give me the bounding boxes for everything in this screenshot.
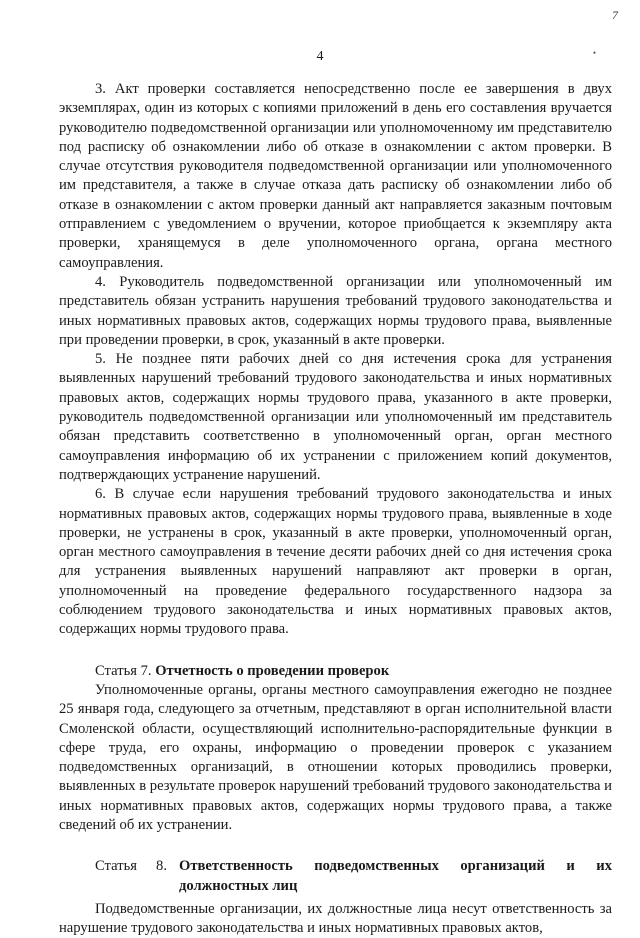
- article-7-title: Отчетность о проведении проверок: [155, 662, 390, 679]
- paragraph-5: 5. Не позднее пяти рабочих дней со дня истечения срока для устранения выявленных нарушений требований трудового законодательства и иных нормативных правовых актов, содержащих нормы трудового права, указанного в акте проверки, руководитель подведомственной организации или уполномоченный им представитель обязан представить соответственно в уполномоченный орган, орган местного самоуправления информацию об их устранении с приложением копий документов, подтверждающих устранение нарушений.: [59, 351, 612, 483]
- article-8-prefix: [59, 857, 179, 896]
- article-7-text: Уполномоченные органы, органы местного самоуправления ежегодно не позднее 25 января года, следующего за отчетным, представляют в орган исполнительной власти Смоленской области, осуществляющий исполнительно-распорядительные функции в сфере труда, его охраны, информацию о проведении проверок с указанием подведомственных организаций, в отношении которых проводились проверки, выявленных в результате проверок нарушений требований трудового законодательства и иных нормативных правовых актов, содержащих нормы трудового права, а также сведений об их устранении.: [59, 681, 612, 833]
- document-body: [59, 80, 612, 938]
- article-8-text: Подведомственные организации, их должностные лица несут ответственность за нарушение трудового законодательства и иных нормативных правовых актов,: [59, 900, 612, 937]
- article-7-prefix: Статья 7.: [95, 662, 152, 679]
- article-7-heading: [59, 662, 612, 681]
- article-8-word: Статья: [95, 858, 137, 875]
- article-8-title: Ответственность подведомственных организаций и их должностных лиц: [179, 858, 612, 894]
- paragraph-3: 3. Акт проверки составляется непосредственно после ее завершения в двух экземплярах, один из которых с копиями приложений в день его составления вручается руководителю подведомственной организации или уполномоченному им представителю под расписку об ознакомлении либо об отказе в ознакомлении с актом проверки. В случае отсутствия руководителя подведомственной организации или уполномоченного им представителя, а также в случае отказа дать расписку об ознакомлении либо об отказе в ознакомлении с актом проверки данный акт направляется заказным почтовым отправлением с уведомлением о вручении, которое приобщается к экземпляру акта проверки, хранящемуся в деле уполномоченного органа, органа местного самоуправления.: [59, 81, 612, 271]
- article-8-number: 8.: [156, 858, 167, 875]
- handwritten-page-mark: 7: [612, 8, 618, 22]
- paragraph-4: 4. Руководитель подведомственной организации или уполномоченный им представитель обязан устранить нарушения требований трудового законодательства и иных нормативных правовых актов, содержащих нормы трудового права, выявленные при проведении проверки, в срок, указанный в акте проверки.: [59, 273, 612, 348]
- page-number: 4: [316, 49, 324, 64]
- article-8-heading: [59, 857, 612, 896]
- paragraph-6: 6. В случае если нарушения требований трудового законодательства и иных нормативных правовых актов, содержащих нормы трудового права, выявленные в ходе проверки, не устранены в срок, указанный в акте проверки, уполномоченный орган, орган местного самоуправления в течение десяти рабочих дней со дня истечения срока для устранения выявленных нарушений направляют акт проверки в орган, уполномоченный на проведение федерального государственного надзора за соблюдением трудового законодательства и иных нормативных правовых актов, содержащих нормы трудового права.: [59, 486, 612, 638]
- scan-mark: •: [592, 48, 596, 58]
